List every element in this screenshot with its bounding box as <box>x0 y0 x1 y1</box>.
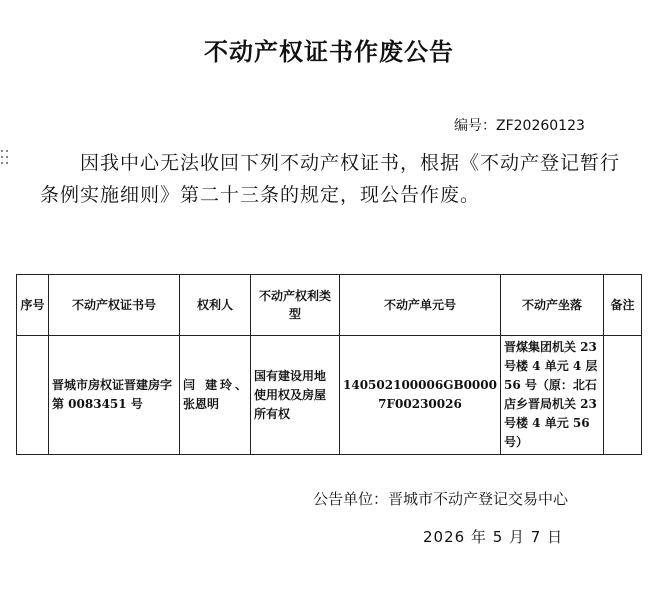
cell-location: 晋煤集团机关 23 号楼 4 单元 4 层 56 号（原：北石店乡晋局机关 23 号楼 4 单元 56 号） <box>501 336 604 455</box>
table-row <box>17 336 642 455</box>
cell-seq <box>17 336 49 455</box>
issue-date: 2026 年 5 月 7 日 <box>423 528 564 546</box>
cell-cert-no: 晋城市房权证晋建房字第 0083451 号 <box>49 336 180 455</box>
header-right-type: 不动产权利类型 <box>251 275 340 336</box>
document-number: 编号：ZF20260123 <box>454 118 585 134</box>
header-cert-no: 不动产权证书号 <box>49 275 180 336</box>
drag-handle-icon[interactable] <box>1 150 9 164</box>
header-unit-no: 不动产单元号 <box>340 275 501 336</box>
page-title: 不动产权证书作废公告 <box>204 38 454 66</box>
header-seq: 序号 <box>17 275 49 336</box>
issuing-unit: 公告单位：晋城市不动产登记交易中心 <box>313 490 569 508</box>
cell-owner: 闫 建玲、张恩明 <box>180 336 251 455</box>
cell-remark <box>604 336 642 455</box>
header-remark: 备注 <box>604 275 642 336</box>
header-location: 不动产坐落 <box>501 275 604 336</box>
header-owner: 权利人 <box>180 275 251 336</box>
certificate-table <box>16 274 642 455</box>
announcement-body: 因我中心无法收回下列不动产权证书，根据《不动产登记暂行条例实施细则》第二十三条的规定，现公告作废。 <box>40 152 621 206</box>
cell-unit-no: 140502100006GB00007F00230026 <box>340 336 501 455</box>
table-header-row <box>17 275 642 336</box>
cell-right-type: 国有建设用地使用权及房屋所有权 <box>251 336 340 455</box>
